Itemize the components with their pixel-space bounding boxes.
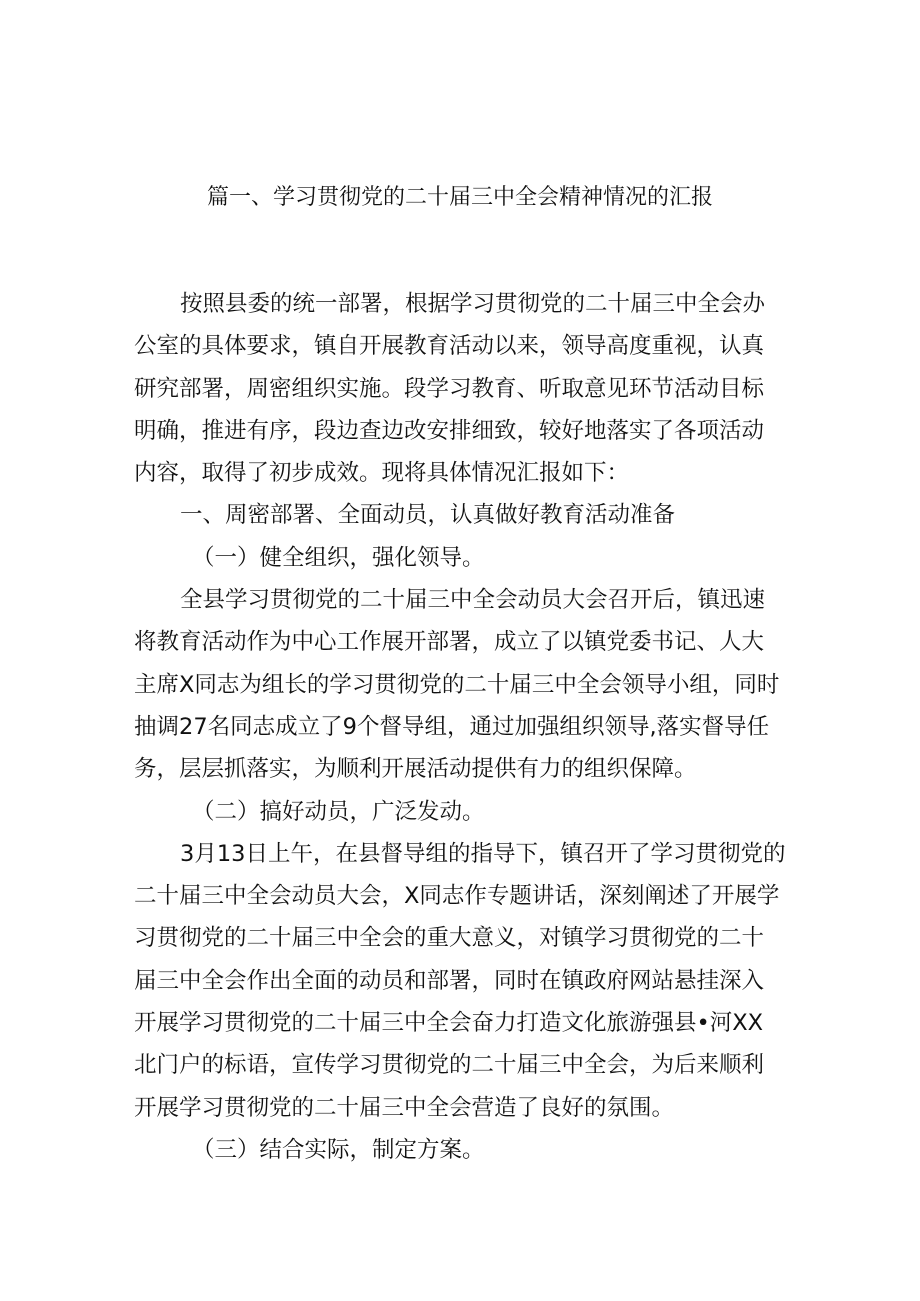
section-heading: 一、周密部署、全面动员，认真做好教育活动准备	[180, 502, 676, 529]
text-line: 将教育活动作为中心工作展开部署，成立了以镇党委书记、人大	[134, 629, 765, 656]
subsection-heading: （三）结合实际，制定方案。	[192, 1136, 485, 1163]
text-line: 明确，推进有序，段边查边改安排细致，较好地落实了各项活动	[134, 417, 765, 444]
text-line: 按照县委的统一部署，根据学习贯彻党的二十届三中全会办	[180, 291, 766, 317]
document-body	[134, 283, 794, 1171]
text-line: 届三中全会作出全面的动员和部署，同时在镇政府网站悬挂深入	[134, 967, 765, 994]
text-line: 公室的具体要求，镇自开展教育活动以来，领导高度重视，认真	[134, 333, 765, 360]
text-line: 北门户的标语，宣传学习贯彻党的二十届三中全会，为后来顺利	[134, 1052, 765, 1079]
text-line: 习贯彻党的二十届三中全会的重大意义，对镇学习贯彻党的二十	[134, 925, 765, 952]
subsection-heading: （二）搞好动员，广泛发动。	[192, 798, 485, 825]
text-line: 研究部署，周密组织实施。段学习教育、听取意见环节活动目标	[134, 375, 765, 402]
text-line: 开展学习贯彻党的二十届三中全会营造了良好的氛围。	[134, 1094, 675, 1121]
text-line: 主席X同志为组长的学习贯彻党的二十届三中全会领导小组，同时	[134, 671, 780, 698]
subsection-heading: （一）健全组织，强化领导。	[192, 544, 485, 571]
text-line: 全县学习贯彻党的二十届三中全会动员大会召开后，镇迅速	[180, 587, 766, 614]
text-line: 务，层层抓落实，为顺利开展活动提供有力的组织保障。	[134, 756, 697, 783]
text-line: 二十届三中全会动员大会，X同志作专题讲话，深刻阐述了开展学	[134, 883, 780, 910]
text-line: 内容，取得了初步成效。现将具体情况汇报如下：	[134, 460, 630, 487]
text-line: 3月13日上午，在县督导组的指导下，镇召开了学习贯彻党的	[180, 840, 786, 867]
document-title: 篇一、学习贯彻党的二十届三中全会精神情况的汇报	[206, 185, 713, 210]
text-line: 开展学习贯彻党的二十届三中全会奋力打造文化旅游强县•河XX	[134, 1010, 764, 1037]
text-line: 抽调27名同志成立了9个督导组，通过加强组织领导,落实督导任	[134, 713, 770, 740]
